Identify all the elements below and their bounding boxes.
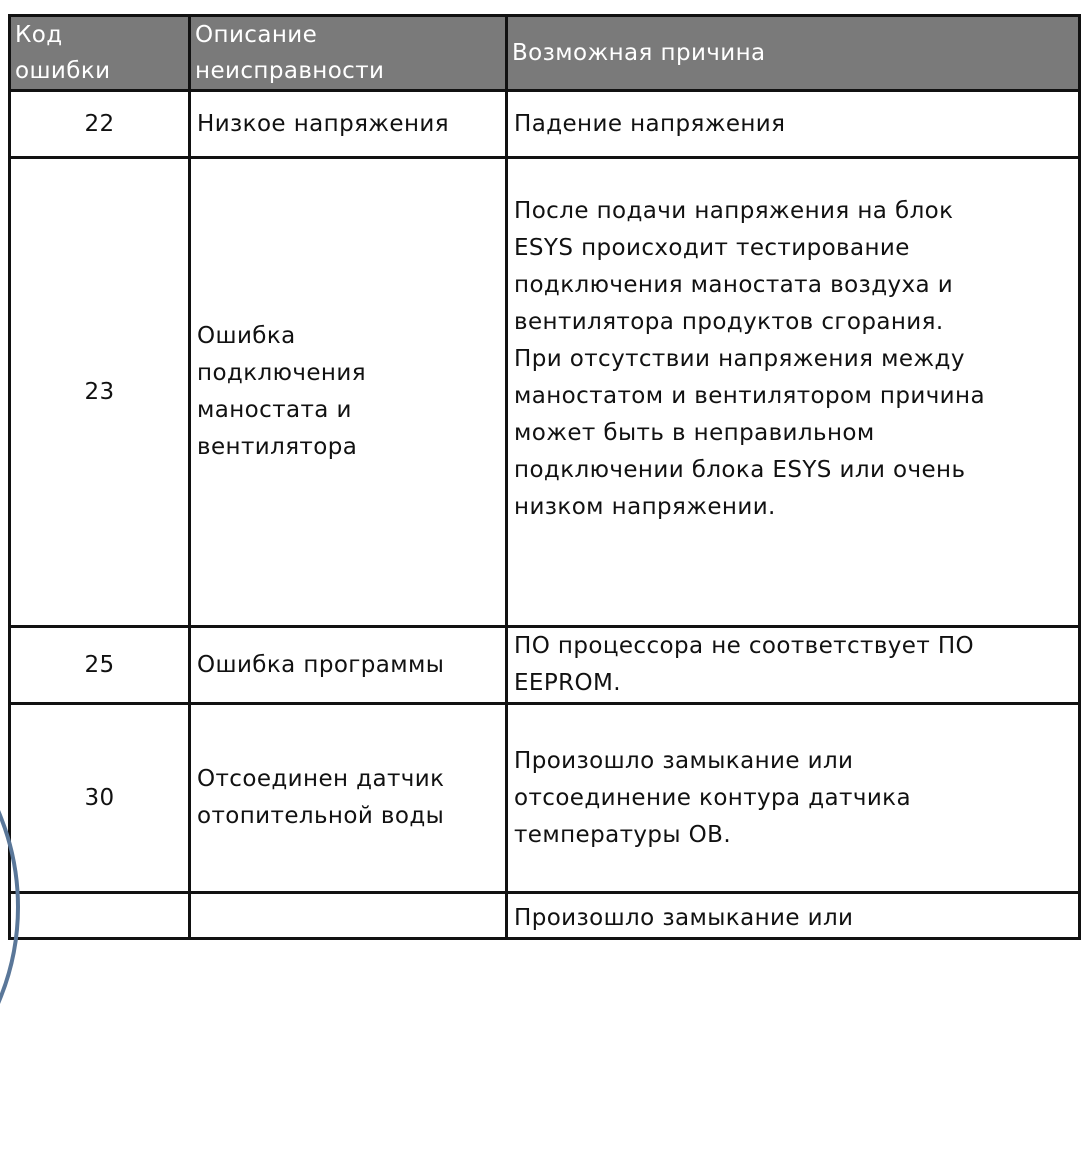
table-row xyxy=(10,893,1080,939)
text-line: температуры ОВ. xyxy=(514,821,732,848)
text-line: Отсоединен датчик xyxy=(197,766,445,792)
header-error-code xyxy=(10,16,190,91)
text-line: Ошибка программы xyxy=(197,651,445,678)
text-line: вентилятора продуктов сгорания. xyxy=(514,309,944,335)
possible-cause-cell xyxy=(507,893,1080,939)
fault-description-cell xyxy=(190,91,507,158)
text-line: подключении блока ESYS или очень xyxy=(514,457,966,483)
fault-description-cell xyxy=(190,704,507,893)
fault-description-cell xyxy=(190,158,507,627)
text-line: может быть в неправильном xyxy=(514,420,875,446)
error-code-cell: 22 xyxy=(10,91,190,158)
text-line: Низкое напряжения xyxy=(197,110,449,137)
text-line: Произошло замыкание или xyxy=(514,905,854,931)
table-row xyxy=(10,704,1080,893)
text-line: ESYS происходит тестирование xyxy=(514,235,910,261)
header-error-code-line: Код xyxy=(15,22,63,48)
table-row xyxy=(10,91,1080,158)
text-line: Произошло замыкание или xyxy=(514,747,854,774)
text-line: вентилятора xyxy=(197,434,358,460)
text-line: подключения маностата воздуха и xyxy=(514,272,954,298)
text-line: При отсутствии напряжения между xyxy=(514,346,965,372)
possible-cause-cell xyxy=(507,158,1080,627)
possible-cause-cell xyxy=(507,627,1080,704)
header-possible-cause: Возможная причина xyxy=(507,16,1080,91)
error-codes-table xyxy=(8,14,1081,940)
text-line: EEPROM. xyxy=(514,670,621,696)
text-line: отопительной воды xyxy=(197,803,445,829)
table-header-row xyxy=(10,16,1080,91)
error-code-cell xyxy=(10,893,190,939)
text-line: После подачи напряжения на блок xyxy=(514,198,954,224)
header-fault-description-line: неисправности xyxy=(195,58,385,84)
text-line: маностата и xyxy=(197,397,352,423)
text-line: Ошибка xyxy=(197,323,296,349)
fault-description-cell xyxy=(190,893,507,939)
error-code-cell: 25 xyxy=(10,627,190,704)
possible-cause-cell xyxy=(507,704,1080,893)
header-fault-description xyxy=(190,16,507,91)
text-line: маностатом и вентилятором причина xyxy=(514,383,985,409)
header-error-code-line: ошибки xyxy=(15,58,111,84)
text-line: отсоединение контура датчика xyxy=(514,784,911,811)
error-code-cell: 23 xyxy=(10,158,190,627)
header-fault-description-line: Описание xyxy=(195,22,318,48)
text-line: низком напряжении. xyxy=(514,494,776,520)
table-row xyxy=(10,158,1080,627)
table-row xyxy=(10,627,1080,704)
possible-cause-cell xyxy=(507,91,1080,158)
text-line: подключения xyxy=(197,360,366,386)
error-codes-table-container xyxy=(0,14,1080,940)
text-line: Падение напряжения xyxy=(514,110,786,137)
error-code-cell: 30 xyxy=(10,704,190,893)
text-line: ПО процессора не соответствует ПО xyxy=(514,633,975,659)
fault-description-cell xyxy=(190,627,507,704)
